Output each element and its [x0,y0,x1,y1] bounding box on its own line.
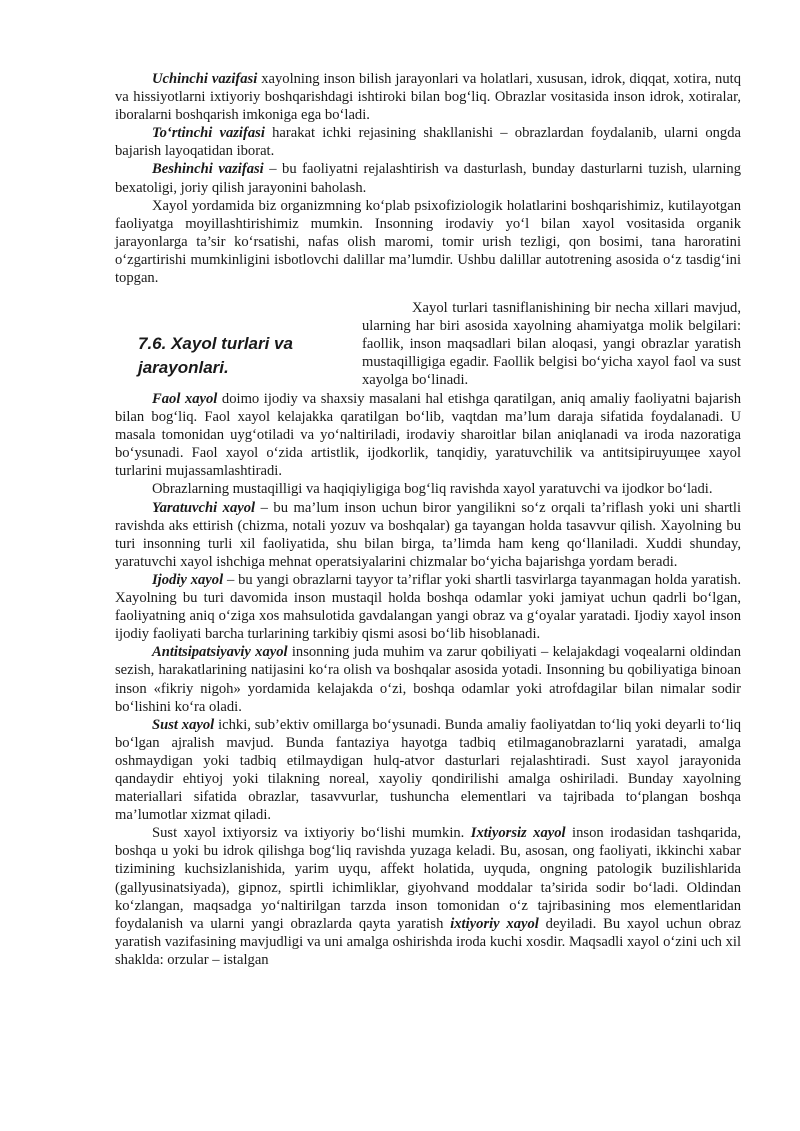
paragraph-text: ichki, sub’ektiv omillarga bo‘ysunadi. Bunda amaliy faoliyatdan to‘liq yoki deyarli to‘liq bo‘lgan ajralish mavjud. Bunda fantaziya hayotga tadbiq etilmaganobrazlarni yaratadi, amalga oshmaydigan yoki tadbiq etilmaydigan hulq-atvor dasturlari rejalashtiradi. Sust xayol jarayonida qandaydir ehtiyoj yoki tilakning noreal, xayoliy qondirilishi amalga oshiriladi. Bunday xayolning materiallari sifatida obrazlar, tasavvurlar, tushuncha elementlari va tajribada to‘plangan boshqa ma’lumotlar xizmat qiladi. [115,716,741,824]
paragraph-lead: Ijodiy xayol [152,571,224,588]
paragraph [115,716,741,825]
paragraph-text: inson irodasidan tashqarida, boshqa u yoki bu idrok qilishga bog‘liq ravishda yuzaga keladi. Bu, asosan, ong faoliyati, ikkinchi xabar tizimining kuchsizlanishida, yarim uyqu, affekt holatida, uyquda, ongning patologik buzilishlarida (gallyusinatsiyada), gipnoz, spirtli ichimliklar, giyohvand moddalar ta’sirida sodir bo‘ladi. Oldindan ko‘zlangan, maqsadga yo‘naltirilgan tarzda inson tomonidan o‘z tajribasining mos elementlaridan foydalanish va ularni yangi obrazlarda qayta yaratish [115,825,741,932]
paragraph [115,480,741,498]
paragraph [115,390,741,480]
paragraph-lead: Faol xayol [152,391,218,407]
paragraph [115,197,741,287]
paragraph-text: Xayol turlari tasniflanishining bir necha xillari mavjud, ularning har biri asosida xayolning ahamiyatga molik belgilari: faollik, inson maqsadlari bilan aloqasi, yangi obrazlar yaratish mustaqilligiga egadir. Faollik belgisi bo‘yicha xayol faol va sust xayolga bo‘linadi. [362,300,741,389]
paragraph-text: deyiladi. Bu xayol uchun obraz yaratish vazifasining mavjudligi va uni amalga oshirishda iroda kuchi xosdir. Maqsadli xayol o‘zini uch xil shaklda: orzular – istalgan [115,915,741,968]
paragraph-lead: Antitsipatsiyaviy xayol [152,644,288,661]
paragraph-lead: To‘rtinchi vazifasi [152,125,265,142]
paragraph [115,124,741,160]
section-heading: 7.6. Xayol turlari va jarayonlari. [138,334,293,377]
paragraph-lead: Uchinchi vazifasi [152,71,258,87]
paragraph-text: doimo ijodiy va shaxsiy masalani hal etishga qaratilgan, aniq amaliy faoliyatni bajarish bilan bog‘liq. Faol xayol kelajakka qaratilgan bo‘lib, vaqtdan ma’lum daraja sifatida foydalanadi. U masala tomonidan uyg‘otiladi va yo‘naltiriladi, irodaviy sharoitlar bilan aniqlanadi va iroda nazoratiga bo‘ysunadi. Faol xayol o‘zida artistlik, ijodkorlik, tanqidiy, yaratuvchilik va antitsipiruyuщee xayol turlarini mujassamlashtiradi. [115,391,741,480]
paragraph-text: Obrazlarning mustaqilligi va haqiqiyligiga bog‘liq ravishda xayol yaratuvchi va ijodkor bo‘ladi. [152,481,713,498]
paragraph-emphasis: ixtiyoriy xayol [450,915,539,932]
top-text-block [115,70,741,287]
paragraph [115,571,741,643]
paragraph-text: – bu faoliyatni rejalashtirish va dasturlash, bunday dasturlarni tuzish, ularning bexatoligi, joriy qilish jarayonini baholash. [115,161,741,196]
paragraph-text: xayolning inson bilish jarayonlari va holatlari, xususan, idrok, diqqat, xotira, nutq va hissiyotlarni ixtiyoriy boshqarishdagi ishtiroki bilan bog‘liq. Obrazlar vositasida inson idrok, xotiralar, iboralarni boshqarish imkoniga ega bo‘ladi. [115,71,742,124]
paragraph-text: – bu yangi obrazlarni tayyor ta’riflar yoki shartli tasvirlarga tayanmagan holda yaratish. Xayolning bu turi davomida inson mustaqil holda boshqa odamlar yoki jamiyat uchun qadrli bo‘lgan, faoliyatning aniq o‘ziga xos mahsulotida gavdalangan yangi obraz va g‘oyalar yaratadi. Ijodiy xayol inson ijodiy faoliyati barcha turlarining tarkibiy qismi asosi bo‘lib hisoblanadi. [115,571,741,643]
paragraph [115,160,741,196]
paragraph [115,824,741,969]
paragraph-text: Xayol yordamida biz organizmning ko‘plab psixofiziologik holatlarini boshqarishimiz, kutilayotgan faoliyatga moyillashtirishimiz mumkin. Insonning irodaviy yo‘l bilan xayol vositasida organik jarayonlarga ta’sir ko‘rsatishi, nafas olish maromi, tomir urish tezligi, qon bosimi, tana haroratini o‘zgartirishi mumkinligini isbotlovchi dalillar ma’lumdir. Ushbu dalillar autotrening asosida o‘z tasdig‘ini topgan. [115,197,741,287]
paragraph [115,499,741,571]
paragraph-text: harakat ichki rejasining shakllanishi – obrazlardan foydalanib, ularni ongda bajarish layoqatidan iborat. [115,125,741,160]
paragraph-emphasis: Ixtiyorsiz xayol [470,825,566,842]
paragraph-lead: Yaratuvchi xayol [152,499,256,516]
paragraph-text: Sust xayol ixtiyorsiz va ixtiyoriy bo‘lishi mumkin. [152,825,471,842]
paragraph [115,70,741,124]
paragraph-lead: Sust xayol [152,716,215,733]
paragraph-lead: Beshinchi vazifasi [152,161,264,178]
paragraph-text: – bu ma’lum inson uchun biror yangilikni so‘z orqali ta’riflash yoki uni shartli ravishda aks ettirish (chizma, notali yozuv va boshqalar) ga tayangan holda tasavvur qilish. Xayolning bu turi insonning turli xil faoliyatida, shu bilan birga, ta’limda ham keng qo‘llaniladi. Xuddi shunday, yaratuvchi xayol ishchiga mehnat operatsiyalarini chizmalar bo‘yicha bajarishga yordam beradi. [115,499,742,570]
paragraph [115,643,741,715]
main-text-block [115,390,741,969]
section-intro [362,299,741,389]
paragraph-text: insonning juda muhim va zarur qobiliyati – kelajakdagi voqealarni oldindan sezish, harakatlarining natijasini ko‘ra olish va boshqalar asosida yotadi. Insonning bu qobiliyatiga binoan inson «fikriy nigoh» yordamida kelajakda o‘zi, boshqa odamlar yoki atrofdagilar bilan nimalar sodir bo‘lishini ko‘ra oladi. [115,644,741,715]
